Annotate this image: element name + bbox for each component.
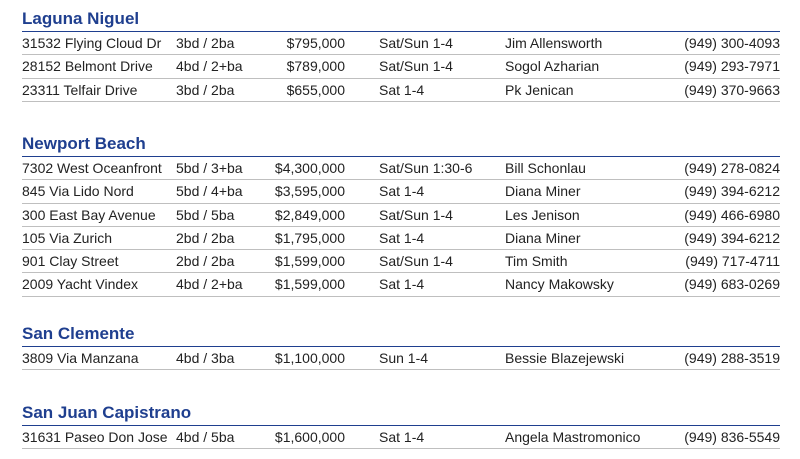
listing-open-house: Sat/Sun 1-4 — [379, 35, 453, 51]
listing-phone: (949) 278-0824 — [684, 160, 780, 176]
listing-beds-baths: 4bd / 2+ba — [176, 58, 243, 75]
listing-price: $1,600,000 — [274, 429, 345, 445]
listing-beds-baths: 5bd / 3+ba — [176, 160, 243, 176]
listing-phone: (949) 288-3519 — [684, 350, 780, 366]
listing-open-house: Sat 1-4 — [379, 229, 425, 246]
city-heading: San Clemente — [22, 324, 780, 347]
city-section — [22, 403, 780, 449]
listing-price: $789,000 — [286, 58, 345, 75]
listing-address: 31532 Flying Cloud Dr — [22, 35, 162, 51]
listing-address: 901 Clay Street — [22, 253, 119, 270]
listing-open-house: Sat/Sun 1-4 — [379, 58, 453, 75]
listing-agent: Sogol Azharian — [505, 58, 600, 75]
listing-agent: Pk Jenican — [505, 81, 574, 98]
listing-phone: (949) 394-6212 — [684, 229, 780, 246]
city-heading: San Juan Capistrano — [22, 403, 780, 426]
listing-phone: (949) 370-9663 — [684, 81, 780, 98]
listing-agent: Angela Mastromonico — [505, 429, 641, 445]
city-heading: Laguna Niguel — [22, 9, 780, 32]
listing-row — [22, 347, 780, 370]
listing-phone: (949) 394-6212 — [684, 183, 780, 200]
listing-row — [22, 204, 780, 227]
listing-beds-baths: 4bd / 5ba — [176, 429, 235, 445]
listing-price: $4,300,000 — [274, 160, 345, 176]
listing-row — [22, 55, 780, 78]
listing-agent: Bill Schonlau — [505, 160, 586, 176]
listing-row — [22, 157, 780, 180]
listing-phone: (949) 717-4711 — [685, 253, 780, 270]
listing-beds-baths: 5bd / 4+ba — [176, 183, 243, 200]
listing-address: 3809 Via Manzana — [22, 350, 139, 366]
listing-price: $1,795,000 — [274, 229, 345, 246]
listing-beds-baths: 2bd / 2ba — [176, 229, 235, 246]
listing-address: 31631 Paseo Don Jose — [22, 429, 168, 445]
listing-price: $1,100,000 — [274, 350, 345, 366]
listing-row — [22, 273, 780, 296]
listing-agent: Les Jenison — [505, 206, 580, 223]
listing-open-house: Sat 1-4 — [379, 81, 425, 98]
city-section — [22, 134, 780, 297]
listing-open-house: Sat/Sun 1-4 — [379, 253, 453, 270]
listing-phone: (949) 293-7971 — [684, 58, 780, 75]
listing-open-house: Sat 1-4 — [379, 183, 425, 200]
listing-address: 2009 Yacht Vindex — [22, 276, 138, 293]
listing-row — [22, 250, 780, 273]
listing-price: $2,849,000 — [274, 206, 345, 223]
listing-row — [22, 32, 780, 55]
listing-phone: (949) 466-6980 — [684, 206, 780, 223]
listing-open-house: Sat/Sun 1-4 — [379, 206, 453, 223]
listing-beds-baths: 4bd / 3ba — [176, 350, 235, 366]
listing-beds-baths: 5bd / 5ba — [176, 206, 235, 223]
listing-open-house: Sat 1-4 — [379, 429, 425, 445]
listing-agent: Tim Smith — [505, 253, 568, 270]
listing-address: 7302 West Oceanfront — [22, 160, 162, 176]
listing-beds-baths: 3bd / 2ba — [176, 35, 235, 51]
listing-phone: (949) 683-0269 — [684, 276, 780, 293]
listing-open-house: Sat 1-4 — [379, 276, 425, 293]
listing-row — [22, 79, 780, 102]
city-section — [22, 9, 780, 102]
listing-agent: Jim Allensworth — [505, 35, 603, 51]
listing-price: $3,595,000 — [274, 183, 345, 200]
listing-price: $655,000 — [286, 81, 345, 98]
listing-open-house: Sun 1-4 — [379, 350, 429, 366]
listing-row — [22, 227, 780, 250]
listing-address: 105 Via Zurich — [22, 229, 113, 246]
listing-phone: (949) 300-4093 — [684, 35, 780, 51]
city-heading: Newport Beach — [22, 134, 780, 157]
listing-phone: (949) 836-5549 — [684, 429, 780, 445]
listing-beds-baths: 3bd / 2ba — [176, 81, 235, 98]
listing-price: $1,599,000 — [274, 253, 345, 270]
listing-beds-baths: 2bd / 2ba — [176, 253, 235, 270]
listing-address: 845 Via Lido Nord — [22, 183, 134, 200]
listing-price: $1,599,000 — [274, 276, 345, 293]
listing-address: 23311 Telfair Drive — [22, 81, 138, 98]
listing-beds-baths: 4bd / 2+ba — [176, 276, 243, 293]
listing-agent: Bessie Blazejewski — [505, 350, 625, 366]
listing-price: $795,000 — [286, 35, 345, 51]
listing-row — [22, 180, 780, 203]
listing-agent: Diana Miner — [505, 229, 581, 246]
listing-agent: Nancy Makowsky — [505, 276, 614, 293]
listing-row — [22, 426, 780, 449]
listing-address: 300 East Bay Avenue — [22, 206, 156, 223]
city-section — [22, 324, 780, 370]
listing-address: 28152 Belmont Drive — [22, 58, 153, 75]
listing-agent: Diana Miner — [505, 183, 581, 200]
listing-open-house: Sat/Sun 1:30-6 — [379, 160, 473, 176]
